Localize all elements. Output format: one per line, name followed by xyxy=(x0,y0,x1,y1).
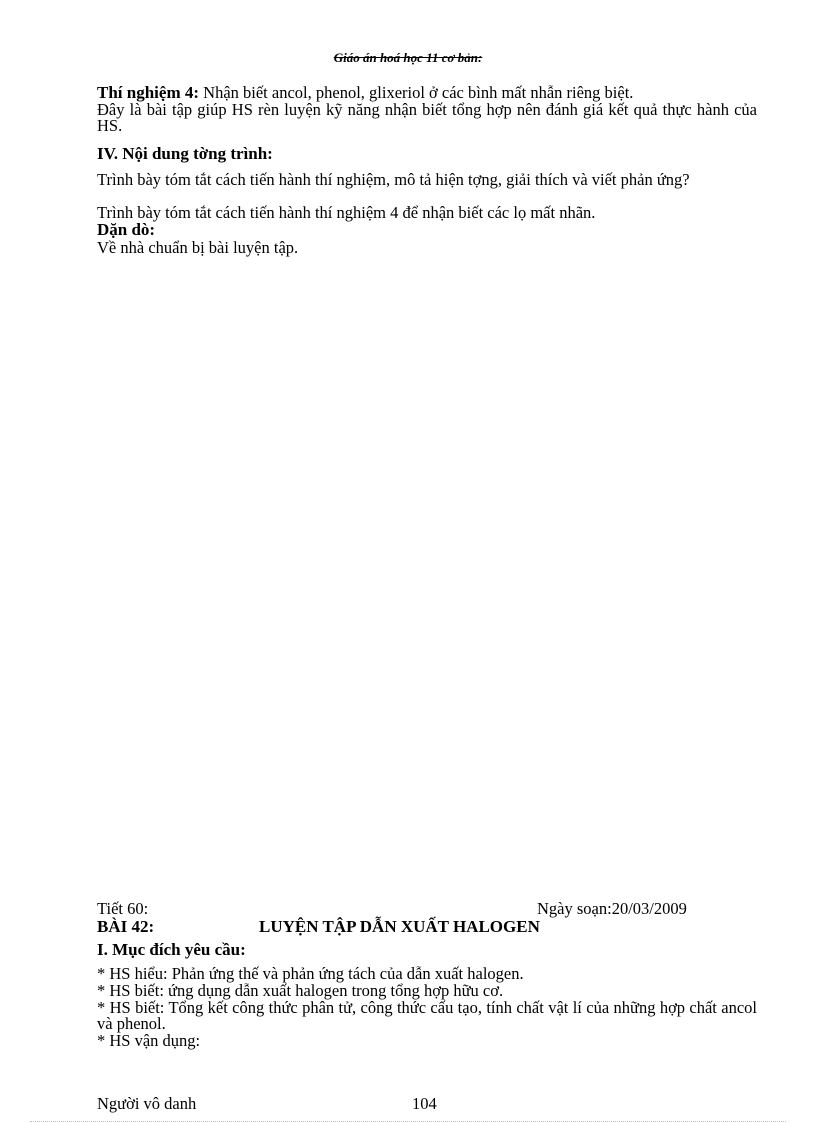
report-instruction-2: Trình bày tóm tắt cách tiến hành thí nghiệm 4 để nhận biết các lọ mất nhãn. xyxy=(97,203,596,222)
lesson-title: LUYỆN TẬP DẪN XUẤT HALOGEN xyxy=(259,917,540,936)
homework-title: Dặn dò: xyxy=(97,220,156,239)
experiment-4-note: Đây là bài tập giúp HS rèn luyện kỹ năng nhận biết tổng hợp nên đánh giá kết quả thực hành của HS. xyxy=(97,100,757,135)
lesson-period: Tiết 60: xyxy=(97,899,149,918)
experiment-4-label: Thí nghiệm 4: xyxy=(97,83,200,102)
lesson-date: Ngày soạn:20/03/2009 xyxy=(537,899,687,918)
section-4-title: IV. Nội dung tờng trình: xyxy=(97,144,273,163)
objective-item: * HS vận dụng: xyxy=(97,1031,201,1050)
objective-item: * HS biết: Tổng kết công thức phân tử, công thức cấu tạo, tính chất vật lí của những hợp chất ancol và phenol. xyxy=(97,998,757,1033)
experiment-4-paragraph xyxy=(97,85,757,101)
homework-text: Về nhà chuẩn bị bài luyện tập. xyxy=(97,238,299,257)
objective-item: * HS hiểu: Phản ứng thế và phản ứng tách của dẫn xuất halogen. xyxy=(97,964,524,983)
objective-item: * HS biết: ứng dụng dẫn xuất halogen trong tổng hợp hữu cơ. xyxy=(97,981,504,1000)
experiment-4-text: Nhận biết ancol, phenol, glixeriol ở các bình mất nhẫn riêng biệt. xyxy=(199,83,634,102)
lesson-number: BÀI 42: xyxy=(97,917,155,936)
footer-divider xyxy=(30,1121,786,1122)
objectives-title: I. Mục đích yêu cầu: xyxy=(97,940,246,959)
report-instruction-1: Trình bày tóm tắt cách tiến hành thí nghiệm, mô tả hiện tợng, giải thích và viết phản ứng? xyxy=(97,170,690,189)
page-number: 104 xyxy=(412,1094,437,1113)
page-header: Giáo án hoá học 11 cơ bản: xyxy=(333,50,483,65)
footer-author: Người vô danh xyxy=(97,1094,197,1113)
